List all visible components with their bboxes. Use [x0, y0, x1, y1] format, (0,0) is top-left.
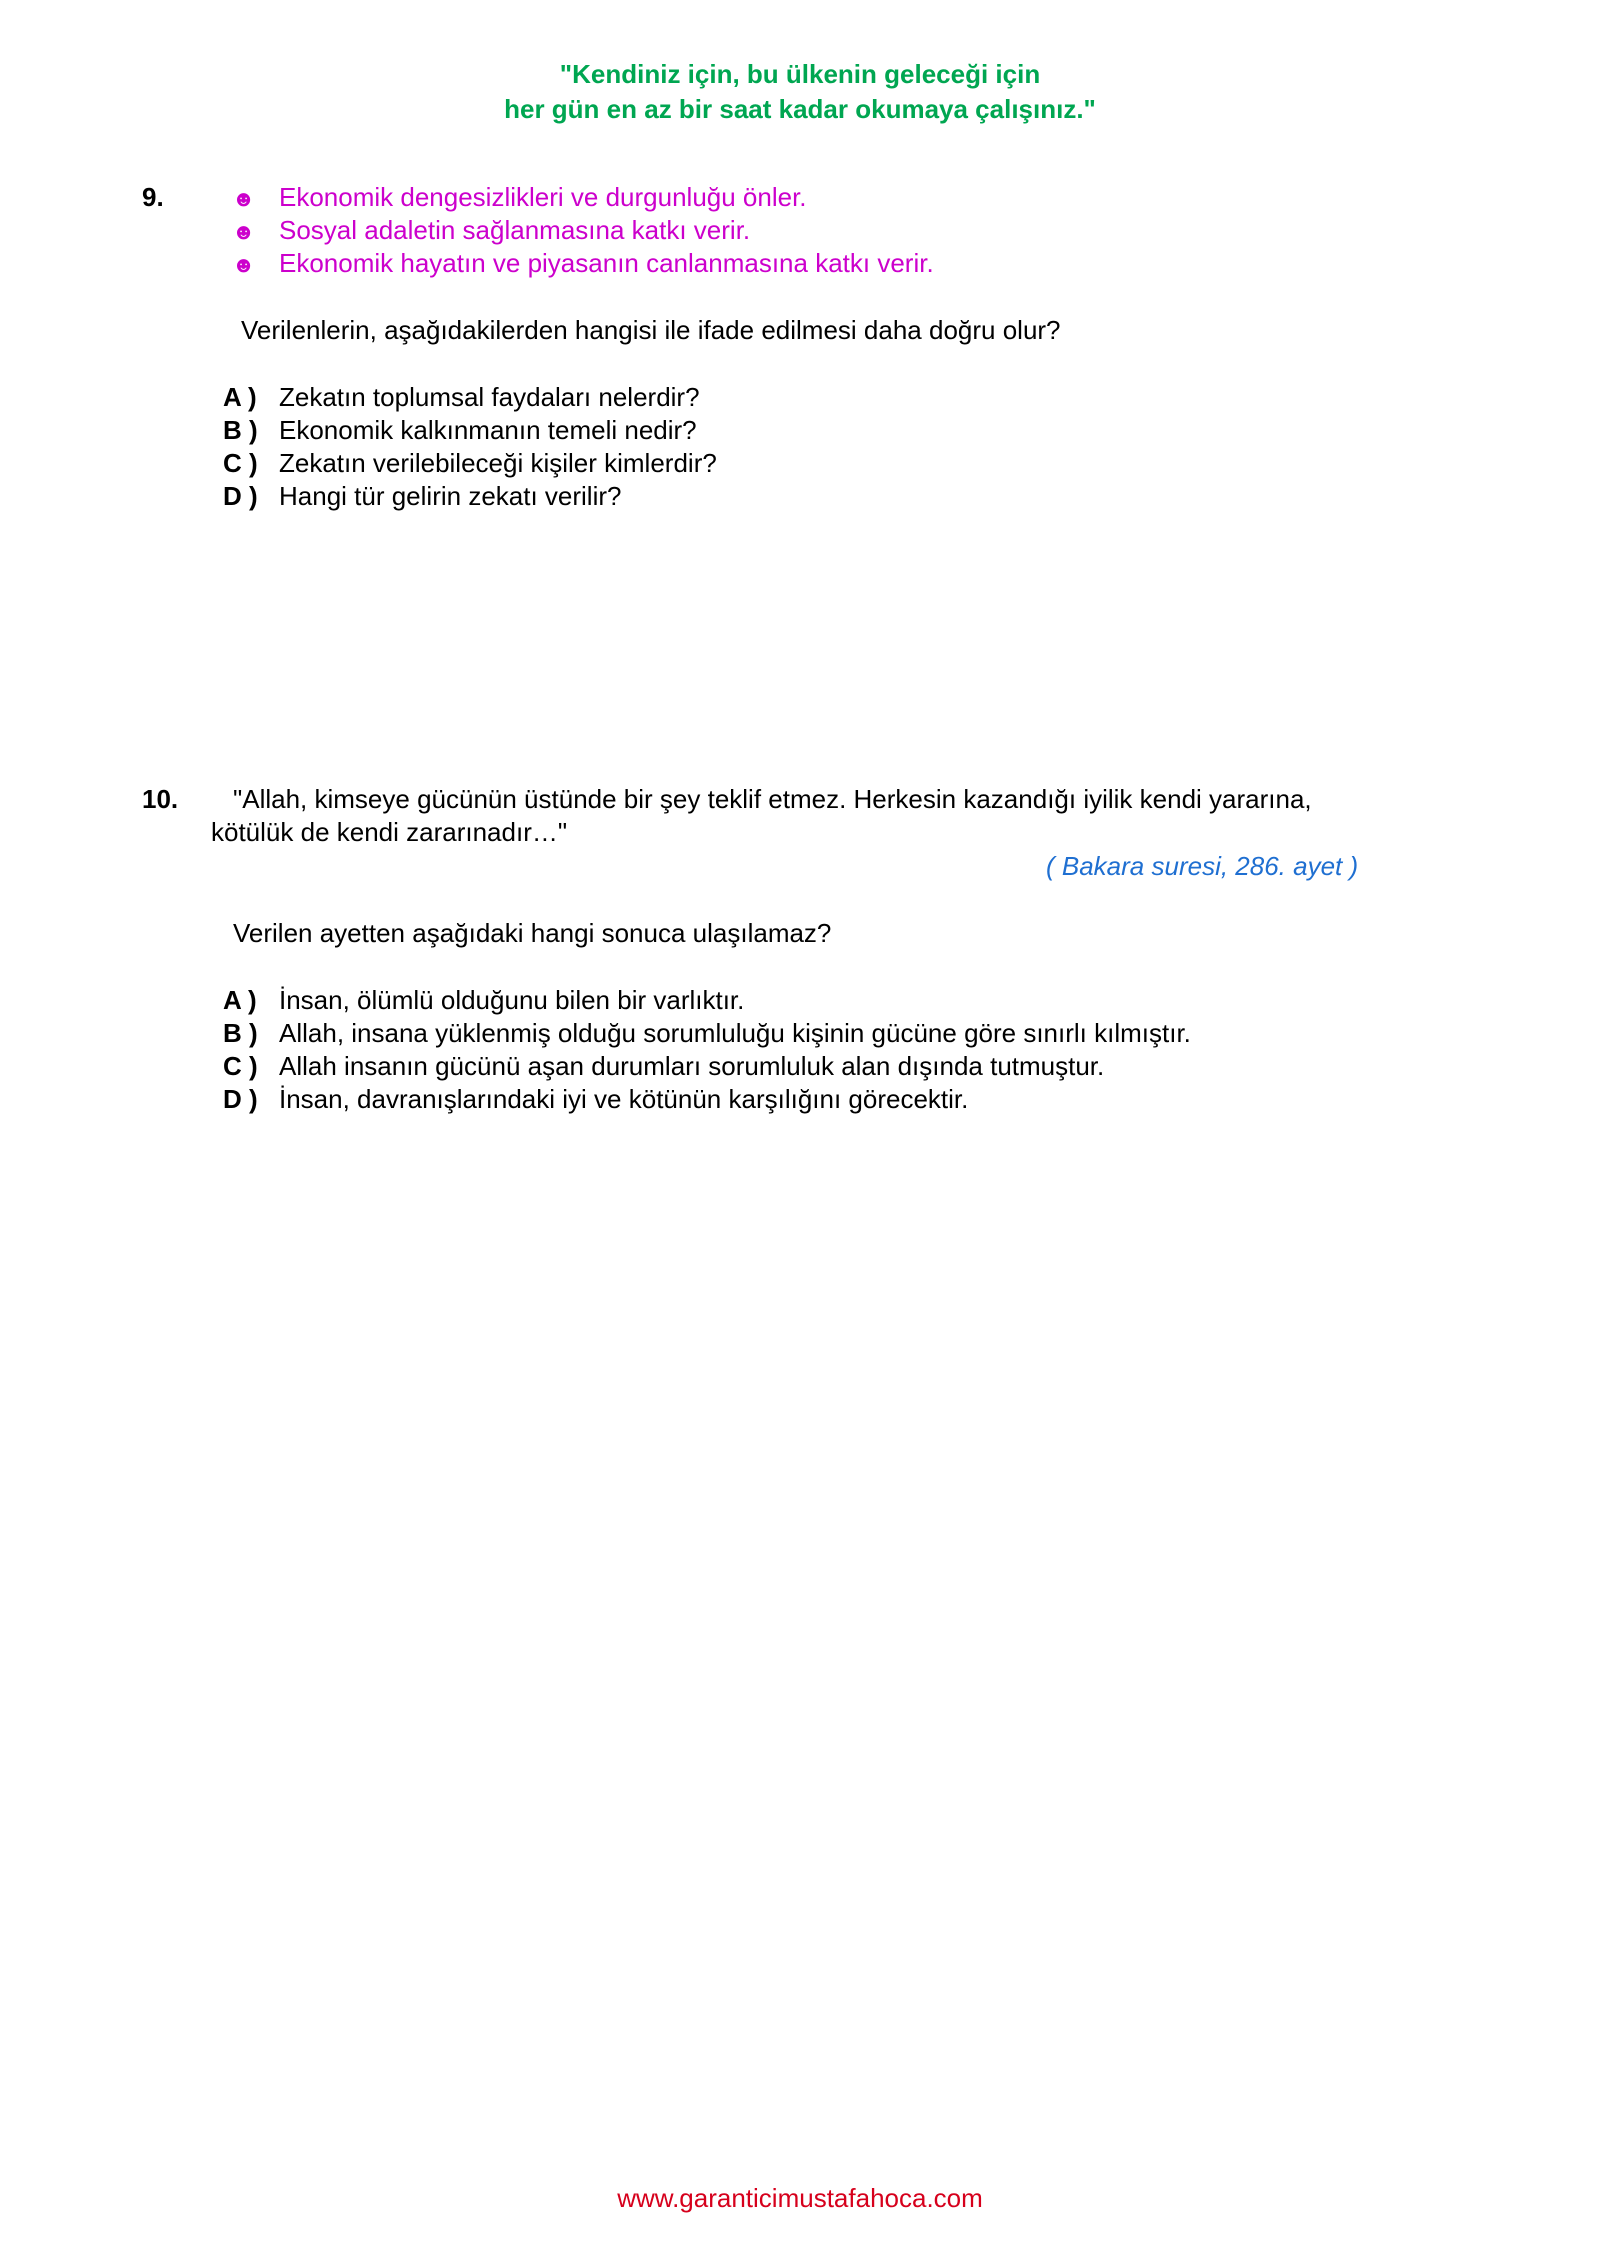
bullet-item: Ekonomik dengesizlikleri ve durgunluğu önler. [279, 182, 807, 212]
option-letter: B ) [223, 415, 258, 445]
option-c: Allah insanın gücünü aşan durumları sorumluluk alan dışında tutmuştur. [279, 1051, 1105, 1081]
option-letter: C ) [223, 448, 258, 478]
option-a: Zekatın toplumsal faydaları nelerdir? [279, 382, 700, 412]
smiley-bullet-icon: ☻ [232, 219, 256, 244]
option-a: İnsan, ölümlü olduğunu bilen bir varlıktır. [279, 985, 745, 1015]
option-d: Hangi tür gelirin zekatı verilir? [279, 481, 622, 511]
footer-website-url: www.garanticimustafahoca.com [617, 2183, 983, 2213]
header-quote-line-2: her gün en az bir saat kadar okumaya çalışınız." [504, 94, 1096, 124]
option-b: Allah, insana yüklenmiş olduğu sorumluluğu kişinin gücüne göre sınırlı kılmıştır. [279, 1018, 1191, 1048]
option-letter: A ) [223, 382, 257, 412]
option-d: İnsan, davranışlarındaki iyi ve kötünün karşılığını görecektir. [279, 1084, 969, 1114]
option-letter: A ) [223, 985, 257, 1015]
option-letter: C ) [223, 1051, 258, 1081]
header-quote [0, 57, 1600, 127]
question-prompt: Verilen ayetten aşağıdaki hangi sonuca ulaşılamaz? [233, 918, 832, 948]
bullet-item: Sosyal adaletin sağlanmasına katkı verir. [279, 215, 751, 245]
option-letter: B ) [223, 1018, 258, 1048]
option-c: Zekatın verilebileceği kişiler kimlerdir? [279, 448, 717, 478]
smiley-bullet-icon: ☻ [232, 186, 256, 211]
bullet-item: Ekonomik hayatın ve piyasanın canlanmasına katkı verir. [279, 248, 934, 278]
question-prompt: Verilenlerin, aşağıdakilerden hangisi ile ifade edilmesi daha doğru olur? [241, 315, 1061, 345]
question-number: 10. [142, 784, 179, 814]
option-b: Ekonomik kalkınmanın temeli nedir? [279, 415, 697, 445]
header-quote-line-1: "Kendiniz için, bu ülkenin geleceği için [559, 59, 1041, 89]
option-letter: D ) [223, 481, 258, 511]
question-number: 9. [142, 182, 164, 212]
quote-line-2: kötülük de kendi zararınadır…" [211, 817, 568, 847]
option-letter: D ) [223, 1084, 258, 1114]
smiley-bullet-icon: ☻ [232, 252, 256, 277]
quote-source: ( Bakara suresi, 286. ayet ) [1046, 851, 1359, 881]
quote-line-1: "Allah, kimseye gücünün üstünde bir şey teklif etmez. Herkesin kazandığı iyilik kendi yararına, [233, 784, 1312, 814]
